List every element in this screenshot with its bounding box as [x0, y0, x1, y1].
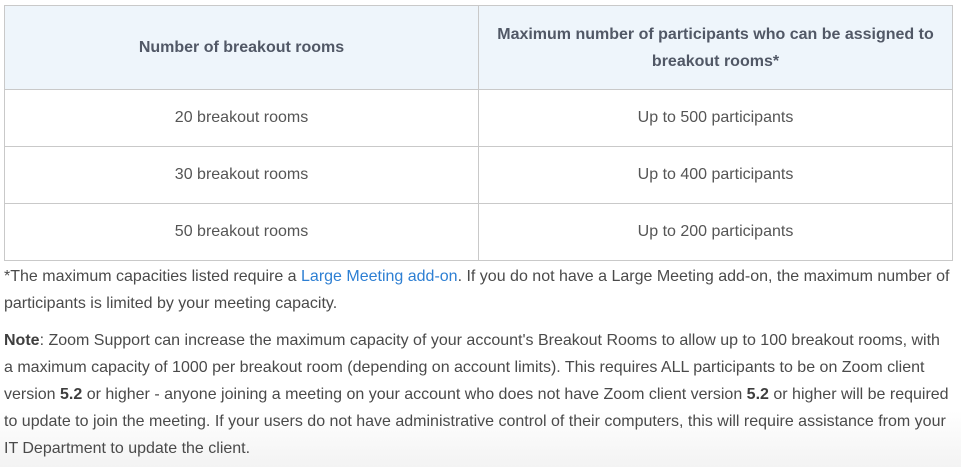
note-text-1: : Zoom Support can increase the maximum capacity of your account's Breakout Rooms to allow up to 100 breakout rooms, with a maximum capacity of 1000 per breakout room (depending on account limits). This requires ALL participants to be on Zoom client version [4, 332, 940, 403]
cell-participants: Up to 500 participants [479, 90, 953, 147]
large-meeting-addon-link[interactable]: Large Meeting add-on [301, 268, 458, 285]
table-row [5, 204, 953, 261]
note-text-3: or higher will be required to update to join the meeting. If your users do not have administrative control of their computers, this will require assistance from your IT Department to update the client. [4, 386, 949, 457]
footnote-suffix: . If you do not have a Large Meeting add-on, the maximum number of participants is limited by your meeting capacity. [4, 268, 950, 312]
note-label: Note [4, 332, 40, 349]
client-version-2: 5.2 [746, 386, 769, 403]
footnote-prefix: *The maximum capacities listed require a [4, 268, 302, 285]
capacity-footnote [4, 263, 952, 317]
header-max-participants: Maximum number of participants who can be assigned to breakout rooms* [479, 6, 953, 90]
content [4, 5, 952, 462]
header-rooms: Number of breakout rooms [5, 6, 479, 90]
cell-participants: Up to 400 participants [479, 147, 953, 204]
table-header-row [5, 6, 953, 90]
breakout-capacity-table [4, 5, 953, 261]
cell-rooms: 20 breakout rooms [5, 90, 479, 147]
note-paragraph [4, 327, 952, 462]
cell-participants: Up to 200 participants [479, 204, 953, 261]
cell-rooms: 50 breakout rooms [5, 204, 479, 261]
table-row [5, 147, 953, 204]
client-version-1: 5.2 [60, 386, 83, 403]
cell-rooms: 30 breakout rooms [5, 147, 479, 204]
table-row [5, 90, 953, 147]
note-text-2: or higher - anyone joining a meeting on your account who does not have Zoom client version [82, 386, 747, 403]
